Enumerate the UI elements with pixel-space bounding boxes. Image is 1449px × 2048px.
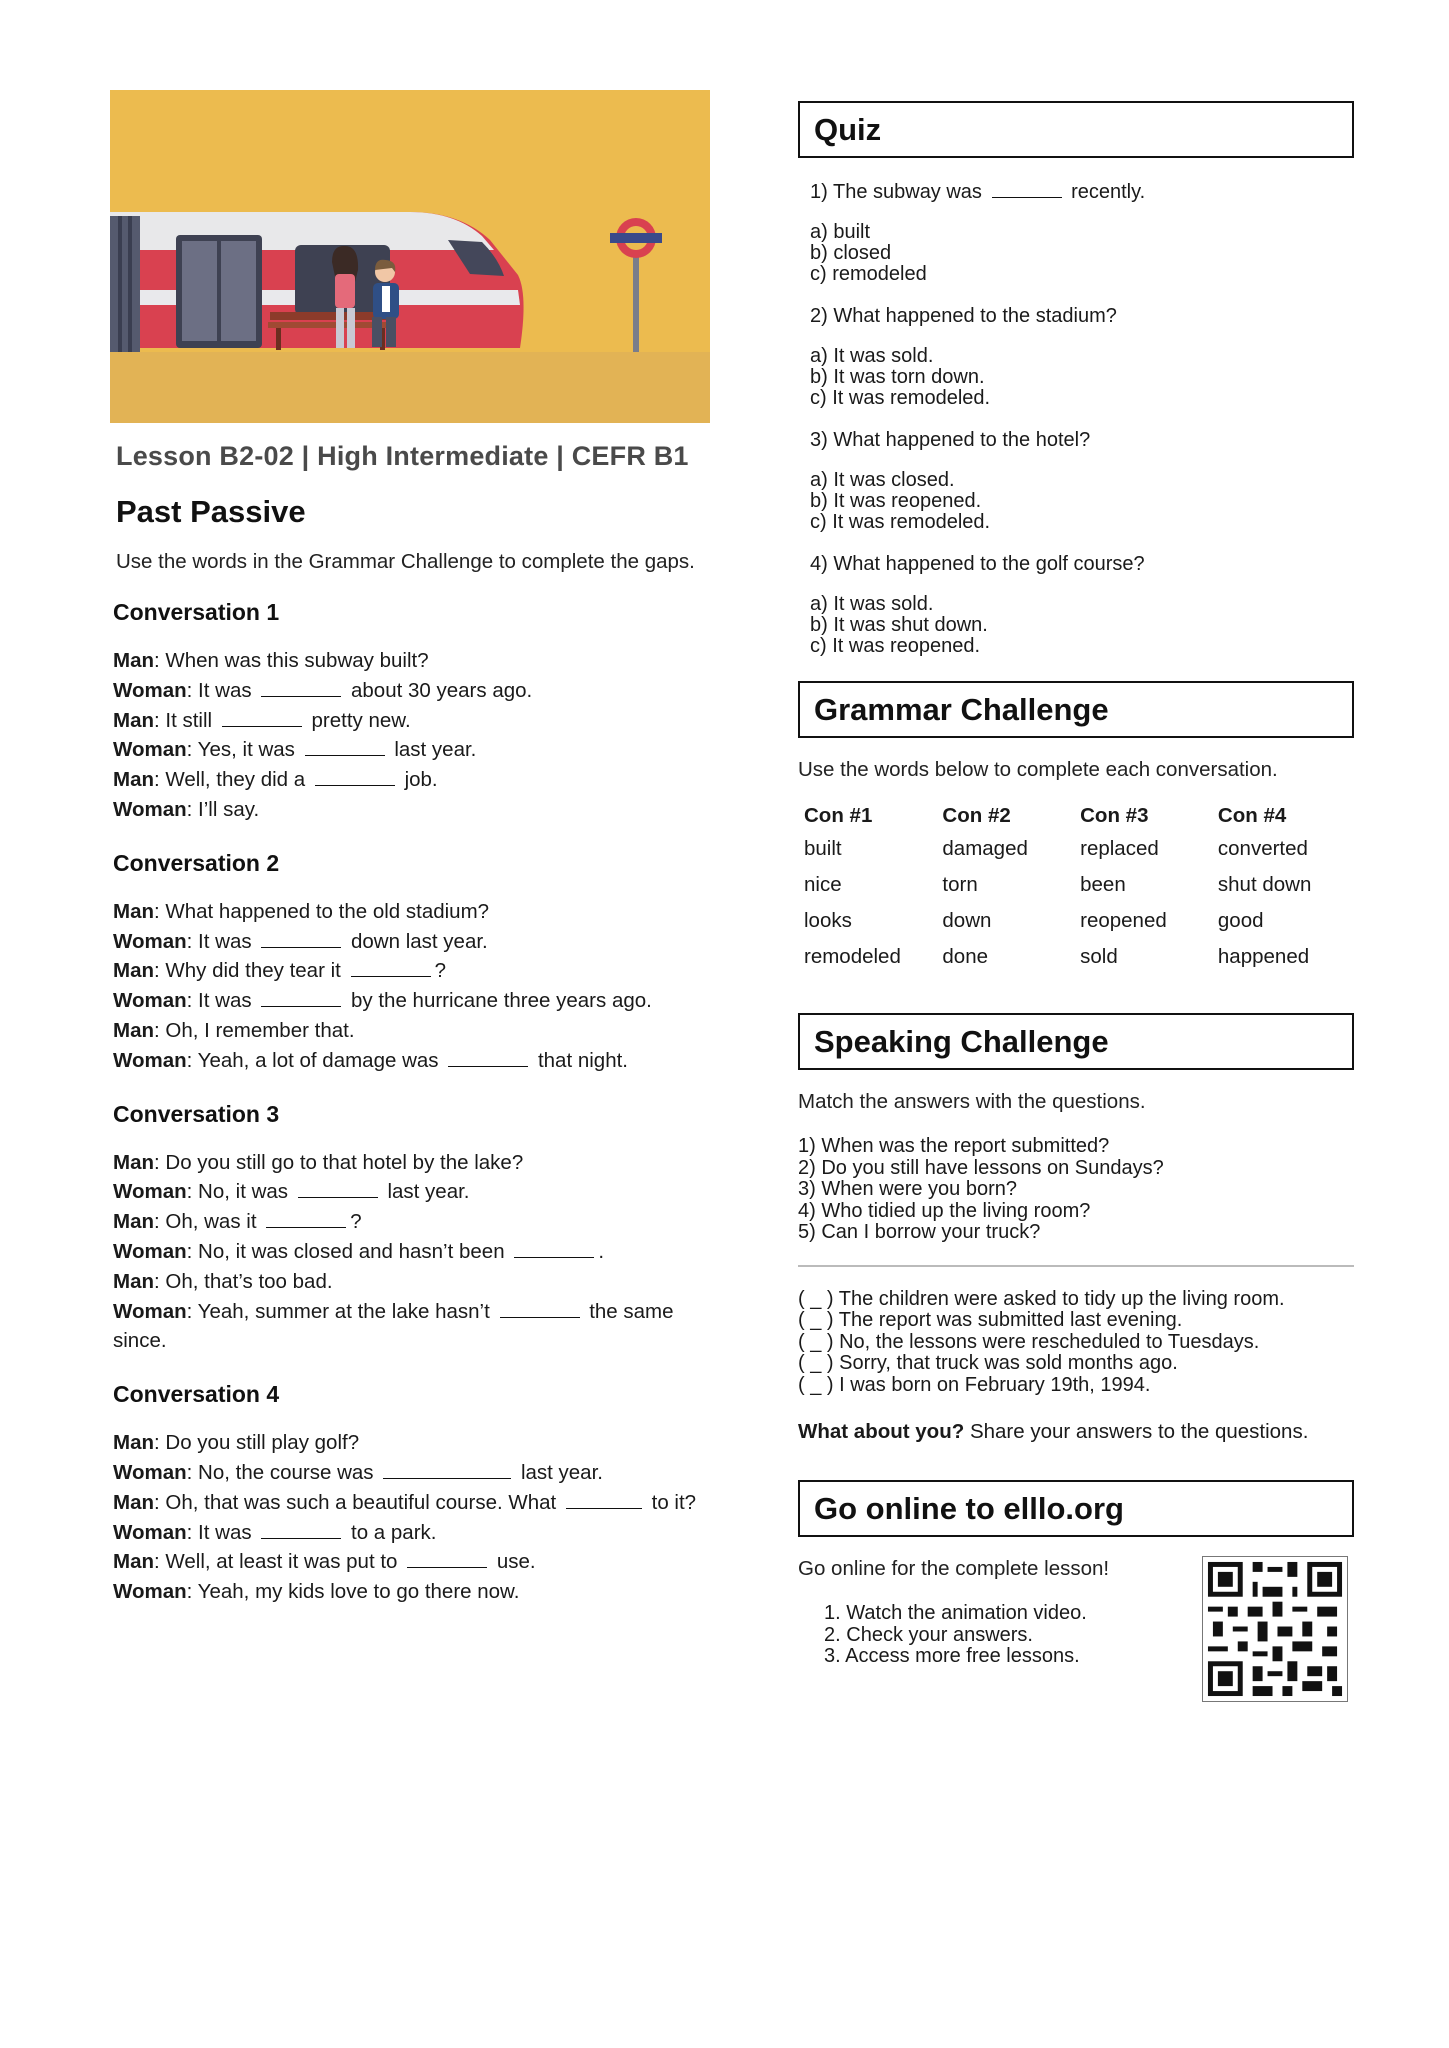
speaking-intro: Match the answers with the questions. — [798, 1090, 1146, 1113]
answer-gap[interactable] — [261, 989, 341, 1007]
word-cell: replaced — [1080, 837, 1159, 860]
qr-code-icon[interactable] — [1202, 1556, 1348, 1702]
list-item: 2. Check your answers. — [824, 1623, 1033, 1646]
quiz-option[interactable]: a) It was sold. — [810, 345, 934, 367]
answer-gap[interactable] — [514, 1240, 594, 1258]
dialogue-line: Man: It still pretty new. — [113, 708, 411, 732]
online-section — [798, 1480, 1354, 1668]
dialogue-line: Woman: No, the course was last year. — [113, 1460, 603, 1484]
quiz-question: 3) What happened to the hotel? a) It was closed. b) It was reopened. c) It was remodeled. — [810, 430, 1354, 533]
answer-gap[interactable] — [315, 768, 395, 786]
answer-gap[interactable] — [566, 1491, 642, 1509]
quiz-question: 4) What happened to the golf course? a) It was sold. b) It was shut down. c) It was reopened. — [810, 554, 1354, 657]
list-item[interactable]: ( _ ) Sorry, that truck was sold months ago. — [798, 1352, 1178, 1374]
list-item[interactable]: ( _ ) The children were asked to tidy up the living room. — [798, 1287, 1285, 1310]
quiz-option[interactable]: a) built — [810, 221, 871, 243]
table-row — [802, 873, 1354, 909]
answer-gap[interactable] — [266, 1210, 346, 1228]
dialogue-line: Woman: It was about 30 years ago. — [113, 678, 533, 702]
speaking-questions — [798, 1136, 1354, 1244]
conversation-4 — [113, 1428, 720, 1607]
lesson-line: Lesson B2-02 | High Intermediate | CEFR B1 — [116, 441, 689, 471]
answer-gap[interactable] — [305, 738, 385, 756]
quiz-question: 2) What happened to the stadium? a) It was sold. b) It was torn down. c) It was remodeled. — [810, 306, 1354, 409]
quiz-option[interactable]: b) It was torn down. — [810, 366, 985, 388]
dialogue-line: Man: Oh, that was such a beautiful course. What to it? — [113, 1490, 697, 1514]
dialogue-line: Man: Well, at least it was put to use. — [113, 1550, 536, 1574]
conversation-1-heading: Conversation 1 — [113, 599, 280, 625]
table-row — [802, 909, 1354, 945]
conversation-3 — [113, 1148, 720, 1357]
list-item: 1) When was the report submitted? — [798, 1135, 1110, 1157]
conversation-2-heading: Conversation 2 — [113, 849, 280, 876]
column-header: Con #3 — [1080, 804, 1149, 827]
dialogue-line: Woman: Yeah, my kids love to go there now. — [113, 1580, 520, 1604]
quiz-option[interactable]: c) remodeled — [810, 263, 927, 285]
quiz-questions — [810, 180, 1354, 657]
dialogue-line: Man: Oh, that’s too bad. — [113, 1269, 333, 1293]
answer-gap[interactable] — [448, 1049, 528, 1067]
dialogue-line: Man: Oh, was it ? — [113, 1210, 362, 1234]
table-row — [802, 837, 1354, 873]
word-cell: shut down — [1217, 873, 1312, 896]
speaking-answers — [798, 1289, 1354, 1397]
divider — [798, 1265, 1354, 1267]
conversation-3-heading: Conversation 3 — [113, 1100, 280, 1127]
word-cell: remodeled — [804, 945, 901, 968]
word-cell: done — [942, 945, 989, 968]
word-cell: torn — [942, 873, 978, 896]
answer-gap[interactable] — [992, 180, 1062, 198]
word-cell: been — [1080, 873, 1126, 896]
quiz-option[interactable]: b) closed — [810, 242, 892, 264]
what-about-you: What about you? Share your answers to the questions. — [798, 1420, 1309, 1443]
dialogue-line: Woman: No, it was last year. — [113, 1180, 470, 1204]
grammar-heading: Grammar Challenge — [798, 681, 1354, 738]
dialogue-line: Man: Do you still play golf? — [113, 1431, 360, 1455]
dialogue-line: Woman: No, it was closed and hasn’t been . — [113, 1239, 605, 1263]
list-item: 3. Access more free lessons. — [824, 1645, 1080, 1667]
quiz-option[interactable]: c) It was remodeled. — [810, 511, 991, 533]
dialogue-line: Woman: Yeah, a lot of damage was that night. — [113, 1048, 628, 1072]
answer-gap[interactable] — [500, 1300, 580, 1318]
answer-gap[interactable] — [351, 959, 431, 977]
word-cell: good — [1217, 909, 1264, 932]
column-header: Con #4 — [1217, 804, 1287, 827]
answer-gap[interactable] — [298, 1180, 378, 1198]
word-cell: built — [804, 837, 842, 860]
quiz-option[interactable]: b) It was reopened. — [810, 490, 982, 512]
word-cell: nice — [804, 873, 842, 896]
page-title: Past Passive — [116, 494, 306, 529]
list-item[interactable]: ( _ ) I was born on February 19th, 1994. — [798, 1373, 1151, 1396]
word-cell: down — [942, 909, 992, 932]
answer-gap[interactable] — [407, 1550, 487, 1568]
column-header: Con #1 — [804, 804, 873, 827]
dialogue-line: Woman: Yeah, summer at the lake hasn’t the same since. — [113, 1299, 674, 1353]
dialogue-line: Man: Oh, I remember that. — [113, 1018, 355, 1042]
list-item: 3) When were you born? — [798, 1178, 1018, 1200]
word-cell: happened — [1217, 945, 1310, 968]
list-item: 1. Watch the animation video. — [824, 1602, 1087, 1624]
dialogue-line: Woman: I’ll say. — [113, 797, 260, 821]
dialogue-line: Woman: It was down last year. — [113, 929, 488, 953]
list-item: 5) Can I borrow your truck? — [798, 1221, 1041, 1243]
subway-illustration — [110, 90, 710, 423]
online-intro: Go online for the complete lesson! — [798, 1557, 1110, 1580]
word-cell: damaged — [942, 837, 1028, 860]
dialogue-line: Man: When was this subway built? — [113, 649, 429, 672]
right-column — [798, 101, 1354, 1668]
left-column — [110, 90, 720, 1607]
quiz-option[interactable]: a) It was sold. — [810, 593, 934, 615]
answer-gap[interactable] — [261, 930, 341, 948]
conversation-1 — [113, 646, 720, 825]
grammar-intro: Use the words below to complete each conversation. — [798, 758, 1278, 781]
dialogue-line: Woman: Yes, it was last year. — [113, 738, 477, 762]
answer-gap[interactable] — [261, 679, 341, 697]
list-item[interactable]: ( _ ) The report was submitted last evening. — [798, 1309, 1183, 1331]
quiz-option[interactable]: c) It was remodeled. — [810, 387, 991, 409]
quiz-option[interactable]: c) It was reopened. — [810, 635, 981, 657]
list-item: 4) Who tidied up the living room? — [798, 1199, 1091, 1222]
dialogue-line: Man: What happened to the old stadium? — [113, 899, 490, 923]
list-item: 2) Do you still have lessons on Sundays? — [798, 1156, 1164, 1179]
grammar-word-table — [802, 804, 1354, 981]
dialogue-line: Man: Why did they tear it ? — [113, 959, 446, 983]
answer-gap[interactable] — [383, 1461, 511, 1479]
conversation-2 — [113, 897, 720, 1076]
answer-gap[interactable] — [261, 1521, 341, 1539]
online-heading: Go online to elllo.org — [798, 1480, 1354, 1537]
instructions: Use the words in the Grammar Challenge to complete the gaps. — [116, 550, 695, 573]
quiz-heading: Quiz — [798, 101, 1354, 158]
dialogue-line: Woman: It was by the hurricane three years ago. — [113, 989, 652, 1013]
column-header: Con #2 — [942, 804, 1011, 827]
table-row — [802, 945, 1354, 981]
word-cell: converted — [1217, 837, 1308, 860]
conversation-4-heading: Conversation 4 — [113, 1381, 280, 1408]
quiz-option[interactable]: b) It was shut down. — [810, 614, 988, 636]
answer-gap[interactable] — [222, 709, 302, 727]
word-cell: looks — [804, 909, 852, 932]
word-cell: sold — [1080, 945, 1118, 968]
dialogue-line: Man: Well, they did a job. — [113, 768, 438, 792]
speaking-heading: Speaking Challenge — [798, 1013, 1354, 1070]
list-item[interactable]: ( _ ) No, the lessons were rescheduled to Tuesdays. — [798, 1330, 1260, 1353]
dialogue-line: Man: Do you still go to that hotel by the lake? — [113, 1150, 524, 1174]
quiz-option[interactable]: a) It was closed. — [810, 469, 955, 491]
dialogue-line: Woman: It was to a park. — [113, 1520, 437, 1544]
quiz-question: 1) The subway was recently. a) built b) closed c) remodeled — [810, 180, 1354, 285]
word-cell: reopened — [1080, 909, 1167, 932]
